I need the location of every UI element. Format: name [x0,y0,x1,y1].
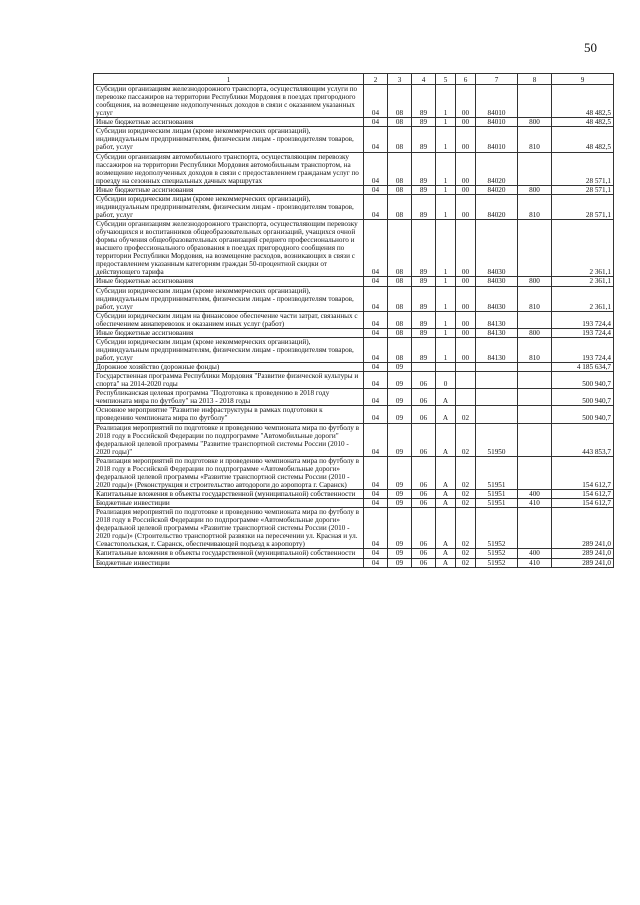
cell-section: 04 [364,490,388,499]
cell-program: 89 [412,85,436,118]
cell-event: 00 [456,185,476,194]
cell-amount: 500 940,7 [552,406,614,423]
table-row [94,423,614,456]
cell-subprogram: А [436,389,456,406]
cell-expense-type: 410 [518,499,552,508]
budget-table [93,73,614,568]
cell-expense-type: 810 [518,127,552,152]
cell-section: 04 [364,194,388,219]
table-row [94,372,614,389]
cell-name: Иные бюджетные ассигнования [94,277,364,286]
cell-amount: 193 724,4 [552,337,614,362]
cell-subsection: 08 [388,194,412,219]
cell-name: Субсидии юридическим лицам (кроме некоммерческих организаций), индивидуальным предпринимателям, физическим лицам - производителям товаров, работ, услуг [94,337,364,362]
cell-subsection: 08 [388,277,412,286]
cell-amount: 500 940,7 [552,389,614,406]
cell-program: 06 [412,499,436,508]
cell-direction: 51952 [476,549,518,558]
cell-name: Субсидии юридическим лицам на финансовое обеспечение части затрат, связанных с обеспечением авиаперевозок и оказанием иных услуг (работ) [94,311,364,328]
cell-subprogram: 1 [436,328,456,337]
cell-subsection: 08 [388,127,412,152]
cell-section: 04 [364,456,388,489]
table-row [94,277,614,286]
cell-subsection: 08 [388,118,412,127]
cell-program: 89 [412,220,436,277]
cell-expense-type: 810 [518,194,552,219]
table-row [94,508,614,549]
cell-expense-type: 400 [518,549,552,558]
cell-name: Субсидии юридическим лицам (кроме некоммерческих организаций), индивидуальным предпринимателям, физическим лицам - производителям товаров, работ, услуг [94,194,364,219]
cell-amount: 193 724,4 [552,328,614,337]
cell-subprogram: А [436,549,456,558]
table-row [94,499,614,508]
cell-event: 02 [456,456,476,489]
cell-subsection: 09 [388,389,412,406]
column-header-name: 1 [94,74,364,85]
cell-amount: 2 361,1 [552,277,614,286]
table-row [94,456,614,489]
cell-name: Республиканская целевая программа "Подготовка к проведению в 2018 году чемпионата мира по футболу" на 2013 - 2018 годы [94,389,364,406]
table-row [94,337,614,362]
cell-section: 04 [364,328,388,337]
cell-amount: 154 612,7 [552,499,614,508]
cell-amount: 48 482,5 [552,118,614,127]
cell-subprogram: А [436,456,456,489]
cell-program: 06 [412,549,436,558]
table-row [94,118,614,127]
cell-event: 00 [456,118,476,127]
cell-subprogram: А [436,423,456,456]
cell-subsection: 08 [388,85,412,118]
cell-subsection: 09 [388,508,412,549]
cell-expense-type [518,85,552,118]
cell-event: 02 [456,558,476,567]
cell-amount: 289 241,0 [552,558,614,567]
cell-program: 06 [412,508,436,549]
cell-direction [476,372,518,389]
cell-name: Реализация мероприятий по подготовке и проведению чемпионата мира по футболу в 2018 году в Российской Федерации по подпрограмме «Автомобильные дороги» федеральной целевой программы «Развитие транспортной системы России (2010 - 2020 годы)» (Строительство транспортной развязки на пересечении ул. Красная и ул. Севастопольская, г. Саранск, обеспечивающей подъезд к аэропорту) [94,508,364,549]
cell-subprogram: 1 [436,311,456,328]
table-row [94,185,614,194]
cell-expense-type [518,406,552,423]
cell-expense-type [518,152,552,185]
cell-subprogram: 0 [436,372,456,389]
column-header-event: 6 [456,74,476,85]
cell-subprogram: 1 [436,127,456,152]
cell-program: 89 [412,311,436,328]
cell-subsection: 09 [388,406,412,423]
column-header-direction: 7 [476,74,518,85]
cell-amount: 289 241,0 [552,508,614,549]
cell-direction: 84020 [476,194,518,219]
cell-name: Государственная программа Республики Мордовия "Развитие физической культуры и спорта" на 2014-2020 годы [94,372,364,389]
column-header-section: 2 [364,74,388,85]
cell-amount: 28 571,1 [552,194,614,219]
cell-expense-type: 800 [518,118,552,127]
cell-subprogram: 1 [436,277,456,286]
cell-event: 00 [456,286,476,311]
cell-program: 89 [412,194,436,219]
table-row [94,220,614,277]
cell-program: 89 [412,277,436,286]
column-header-program: 4 [412,74,436,85]
cell-direction: 84030 [476,277,518,286]
table-row [94,363,614,372]
table-row [94,490,614,499]
cell-subprogram: А [436,490,456,499]
cell-section: 04 [364,118,388,127]
cell-direction: 51950 [476,423,518,456]
cell-subsection: 08 [388,220,412,277]
cell-subprogram: А [436,558,456,567]
cell-direction: 84020 [476,185,518,194]
cell-event: 02 [456,508,476,549]
cell-subprogram: 1 [436,118,456,127]
cell-section: 04 [364,363,388,372]
cell-direction: 51951 [476,456,518,489]
cell-event [456,363,476,372]
cell-expense-type [518,220,552,277]
table-row [94,389,614,406]
cell-direction [476,363,518,372]
table-row [94,286,614,311]
cell-section: 04 [364,152,388,185]
cell-section: 04 [364,499,388,508]
cell-program: 89 [412,337,436,362]
cell-name: Субсидии юридическим лицам (кроме некоммерческих организаций), индивидуальным предпринимателям, физическим лицам - производителям товаров, работ, услуг [94,127,364,152]
cell-subsection: 09 [388,363,412,372]
cell-program: 89 [412,118,436,127]
cell-expense-type: 810 [518,337,552,362]
cell-subsection: 08 [388,311,412,328]
cell-name: Бюджетные инвестиции [94,558,364,567]
cell-subprogram: 1 [436,286,456,311]
cell-event: 02 [456,549,476,558]
column-header-subprogram: 5 [436,74,456,85]
cell-expense-type [518,456,552,489]
table-row [94,549,614,558]
cell-name: Субсидии юридическим лицам (кроме некоммерческих организаций), индивидуальным предпринимателям, физическим лицам - производителям товаров, работ, услуг [94,286,364,311]
column-header-expense-type: 8 [518,74,552,85]
cell-subprogram: А [436,499,456,508]
cell-event: 02 [456,423,476,456]
cell-amount: 28 571,1 [552,152,614,185]
cell-program: 06 [412,558,436,567]
cell-section: 04 [364,372,388,389]
cell-direction: 51952 [476,558,518,567]
cell-amount: 154 612,7 [552,456,614,489]
cell-section: 04 [364,389,388,406]
cell-direction [476,406,518,423]
table-row [94,152,614,185]
cell-expense-type [518,363,552,372]
column-header-amount: 9 [552,74,614,85]
cell-section: 04 [364,127,388,152]
cell-name: Реализация мероприятий по подготовке и проведению чемпионата мира по футболу в 2018 году в Российской Федерации по подпрограмме «Автомобильные дороги» федеральной целевой программы «Развитие транспортной системы России (2010 - 2020 годы)» (Реконструкция и строительство автодороги до аэропорта г. Саранск) [94,456,364,489]
table-row [94,127,614,152]
cell-section: 04 [364,558,388,567]
cell-amount: 28 571,1 [552,185,614,194]
cell-subprogram: 1 [436,220,456,277]
cell-event: 00 [456,85,476,118]
cell-section: 04 [364,406,388,423]
cell-direction: 84020 [476,152,518,185]
cell-direction [476,389,518,406]
cell-section: 04 [364,549,388,558]
cell-subprogram: 1 [436,152,456,185]
cell-name: Основное мероприятие "Развитие инфраструктуры в рамках подготовки к проведению чемпионата мира по футболу" [94,406,364,423]
cell-section: 04 [364,85,388,118]
cell-program: 06 [412,490,436,499]
cell-program: 89 [412,328,436,337]
cell-program: 06 [412,406,436,423]
cell-amount: 443 853,7 [552,423,614,456]
cell-program: 06 [412,389,436,406]
cell-subprogram: 1 [436,194,456,219]
cell-direction: 84130 [476,337,518,362]
cell-subsection: 09 [388,499,412,508]
cell-direction: 84030 [476,220,518,277]
cell-subsection: 09 [388,490,412,499]
cell-event [456,389,476,406]
cell-direction: 84130 [476,328,518,337]
cell-subsection: 09 [388,423,412,456]
cell-amount: 193 724,4 [552,311,614,328]
cell-direction: 84010 [476,118,518,127]
cell-direction: 84030 [476,286,518,311]
cell-expense-type [518,423,552,456]
cell-expense-type: 800 [518,328,552,337]
cell-name: Капитальные вложения в объекты государственной (муниципальной) собственности [94,490,364,499]
cell-subsection: 08 [388,185,412,194]
table-row [94,311,614,328]
cell-subprogram: 1 [436,85,456,118]
cell-subsection: 09 [388,549,412,558]
cell-name: Иные бюджетные ассигнования [94,185,364,194]
cell-event: 00 [456,328,476,337]
cell-section: 04 [364,311,388,328]
cell-name: Бюджетные инвестиции [94,499,364,508]
cell-amount: 154 612,7 [552,490,614,499]
cell-section: 04 [364,220,388,277]
cell-subprogram: 1 [436,185,456,194]
cell-expense-type: 800 [518,185,552,194]
cell-program: 06 [412,372,436,389]
cell-program [412,363,436,372]
cell-section: 04 [364,423,388,456]
cell-expense-type: 400 [518,490,552,499]
cell-expense-type [518,372,552,389]
cell-program: 89 [412,185,436,194]
cell-amount: 289 241,0 [552,549,614,558]
cell-event: 02 [456,499,476,508]
cell-expense-type: 810 [518,286,552,311]
cell-amount: 2 361,1 [552,220,614,277]
cell-subsection: 09 [388,456,412,489]
cell-event: 02 [456,490,476,499]
cell-program: 89 [412,286,436,311]
cell-event: 00 [456,127,476,152]
table-row [94,558,614,567]
table-row [94,85,614,118]
cell-program: 06 [412,423,436,456]
cell-subsection: 08 [388,337,412,362]
cell-name: Иные бюджетные ассигнования [94,118,364,127]
cell-direction: 51951 [476,490,518,499]
cell-name: Субсидии организациям автомобильного транспорта, осуществляющим перевозку пассажиров на территории Республики Мордовия автомобильным транспортом, на возмещение недополученных доходов в связи с предоставлением гражданам услуг по проезду на сезонных специальных дачных маршрутах [94,152,364,185]
cell-subprogram [436,363,456,372]
cell-expense-type [518,389,552,406]
cell-subsection: 09 [388,372,412,389]
cell-direction: 84010 [476,127,518,152]
cell-expense-type [518,508,552,549]
cell-subsection: 08 [388,328,412,337]
page-number: 50 [584,40,597,55]
cell-program: 89 [412,152,436,185]
column-header-subsection: 3 [388,74,412,85]
cell-direction: 84130 [476,311,518,328]
table-row [94,328,614,337]
cell-subsection: 08 [388,286,412,311]
table-row [94,406,614,423]
cell-amount: 48 482,5 [552,85,614,118]
cell-event: 00 [456,311,476,328]
cell-amount: 2 361,1 [552,286,614,311]
cell-program: 89 [412,127,436,152]
cell-name: Субсидии организациям железнодорожного транспорта, осуществляющим перевозку обучающихся и воспитанников общеобразовательных организаций, учащихся очной формы обучения общеобразовательных организаций среднего профессионального и высшего профессионального образования в поездах пригородного сообщения по территории Республики Мордовия, на возмещение расходов, возникающих в связи с предоставлением указанным категориям граждан 50-процентной скидки от действующего тарифа [94,220,364,277]
cell-expense-type: 800 [518,277,552,286]
cell-subprogram: А [436,406,456,423]
cell-event: 02 [456,406,476,423]
cell-direction: 51952 [476,508,518,549]
cell-section: 04 [364,508,388,549]
cell-event [456,372,476,389]
cell-name: Субсидии организациям железнодорожного транспорта, осуществляющим услуги по перевозке пассажиров на территории Республики Мордовия в поездах пригородного сообщения, на возмещение недополученных доходов в связи с оказанием указанных услуг [94,85,364,118]
cell-name: Капитальные вложения в объекты государственной (муниципальной) собственности [94,549,364,558]
cell-program: 06 [412,456,436,489]
cell-expense-type [518,311,552,328]
table-row [94,194,614,219]
cell-event: 00 [456,220,476,277]
cell-expense-type: 410 [518,558,552,567]
cell-subprogram: А [436,508,456,549]
cell-name: Дорожное хозяйство (дорожные фонды) [94,363,364,372]
cell-direction: 51951 [476,499,518,508]
table-header-row [94,74,614,85]
cell-section: 04 [364,185,388,194]
cell-section: 04 [364,337,388,362]
cell-event: 00 [456,194,476,219]
cell-section: 04 [364,277,388,286]
cell-name: Реализация мероприятий по подготовке и проведению чемпионата мира по футболу в 2018 году в Российской Федерации по подпрограмме "Автомобильные дороги" федеральной целевой программы "Развитие транспортной системы России (2010 - 2020 годы)" [94,423,364,456]
cell-amount: 48 482,5 [552,127,614,152]
cell-section: 04 [364,286,388,311]
cell-event: 00 [456,337,476,362]
cell-amount: 500 940,7 [552,372,614,389]
cell-event: 00 [456,277,476,286]
cell-amount: 4 185 634,7 [552,363,614,372]
cell-name: Иные бюджетные ассигнования [94,328,364,337]
cell-direction: 84010 [476,85,518,118]
cell-subsection: 09 [388,558,412,567]
cell-subsection: 08 [388,152,412,185]
cell-event: 00 [456,152,476,185]
cell-subprogram: 1 [436,337,456,362]
